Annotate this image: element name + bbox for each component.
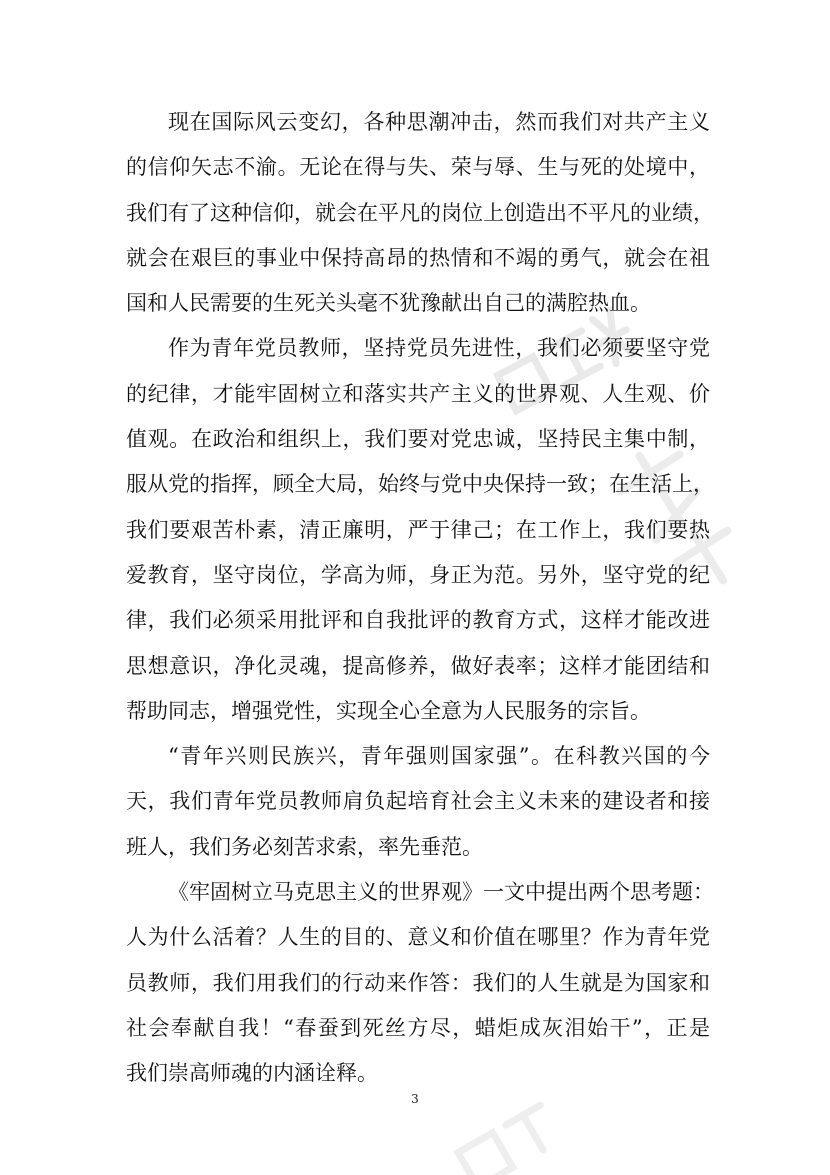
paragraph-line: 服从党的指挥，顾全大局，始终与党中央保持一致；在生活上， [126,472,714,497]
paragraph-line: 我们有了这种信仰，就会在平凡的岗位上创造出不平凡的业绩， [126,200,714,225]
paragraph-line: 的信仰矢志不渝。无论在得与失、荣与辱、生与死的处境中， [126,155,710,180]
paragraph-line: 爱教育，坚守岗位，学高为师，身正为范。另外，坚守党的纪 [126,562,710,587]
paragraph-line: 现在国际风云变幻，各种思潮冲击，然而我们对共产主义 [168,110,710,134]
paragraph-line: 《牢固树立马克思主义的世界观》一文中提出两个思考题： [168,880,714,905]
paragraph-line: 社会奉献自我！“春蚕到死丝方尽，蜡炬成灰泪始干”，正是 [126,1015,710,1040]
paragraph-2 [126,326,714,734]
paragraph-line: “青年兴则民族兴，青年强则国家强”。在科教兴国的今 [168,744,710,769]
paragraph-1 [126,100,714,326]
watermark-glyph-5 [506,1105,561,1160]
paragraph-3 [126,734,710,870]
paragraph-line: 国和人民需要的生死关头毫不犹豫献出自己的满腔热血。 [126,291,651,316]
paragraph-line: 员教师，我们用我们的行动来作答：我们的人生就是为国家和 [126,970,710,995]
watermark-box-2 [458,1133,513,1175]
paragraph-line: 作为青年党员教师，坚持党员先进性，我们必须要坚守党 [168,336,710,361]
paragraph-line: 就会在艰巨的事业中保持高昂的热情和不竭的勇气，就会在祖 [126,245,710,270]
paragraph-4 [126,870,714,1096]
paragraph-line: 天，我们青年党员教师肩负起培育社会主义未来的建设者和接 [126,789,710,814]
paragraph-line: 值观。在政治和组织上，我们要对党忠诚，坚持民主集中制， [126,427,710,452]
paragraph-line: 我们要艰苦朴素，清正廉明，严于律己；在工作上，我们要热 [126,517,710,542]
paragraph-line: 班人，我们务必刻苦求索，率先垂范。 [126,834,483,859]
document-body [126,100,714,1097]
paragraph-line: 帮助同志，增强党性，实现全心全意为人民服务的宗旨。 [126,698,651,723]
paragraph-line: 的纪律，才能牢固树立和落实共产主义的世界观、人生观、价 [126,381,710,406]
page-number: 3 [411,1092,419,1106]
paragraph-line: 律，我们必须采用批评和自我批评的教育方式，这样才能改进 [126,608,710,633]
paragraph-line: 人为什么活着？人生的目的、意义和价值在哪里？作为青年党 [126,925,710,950]
paragraph-line: 思想意识，净化灵魂，提高修养，做好表率；这样才能团结和 [126,653,710,678]
paragraph-line: 我们崇高师魂的内涵诠释。 [126,1061,378,1086]
